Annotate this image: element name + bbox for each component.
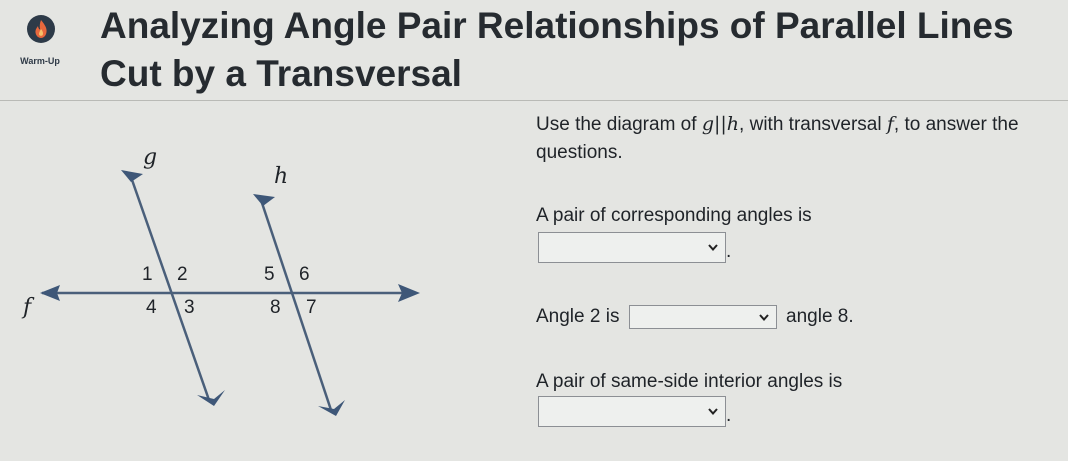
question-1-text: A pair of corresponding angles is bbox=[536, 205, 812, 226]
intro-text: Use the diagram of g||h, with transversal f, to answer the questions. bbox=[536, 113, 1019, 163]
question-2-row bbox=[536, 303, 854, 331]
angle-relationship-dropdown[interactable] bbox=[629, 305, 777, 329]
line-g-label: g bbox=[143, 145, 158, 170]
parallel-lines-diagram bbox=[0, 100, 450, 456]
question-panel bbox=[536, 110, 1056, 426]
chevron-down-icon bbox=[758, 311, 770, 323]
warm-up-label: Warm-Up bbox=[20, 56, 60, 66]
question-2-suffix: angle 8. bbox=[786, 306, 854, 327]
same-side-interior-dropdown[interactable] bbox=[538, 396, 726, 427]
question-3-answer-row: . bbox=[538, 396, 731, 427]
header bbox=[0, 0, 1068, 101]
angle-6-label: 6 bbox=[299, 264, 310, 285]
chevron-down-icon bbox=[707, 241, 719, 253]
line-f-label: f bbox=[23, 295, 32, 320]
question-2-prefix: Angle 2 is bbox=[536, 306, 620, 327]
line-g bbox=[131, 177, 209, 400]
page-title: Analyzing Angle Pair Relationships of Parallel Lines Cut by a Transversal bbox=[100, 5, 1014, 94]
line-h-arrow-top bbox=[253, 194, 275, 206]
line-h-label: h bbox=[274, 164, 289, 189]
corresponding-angles-dropdown[interactable] bbox=[538, 232, 726, 263]
question-3-text: A pair of same-side interior angles is bbox=[536, 371, 843, 392]
question-1-answer-row: . bbox=[538, 232, 731, 263]
angle-3-label: 3 bbox=[184, 297, 195, 318]
chevron-down-icon bbox=[707, 405, 719, 417]
line-g-arrow-bottom bbox=[197, 390, 225, 406]
angle-2-label: 2 bbox=[177, 264, 188, 285]
angle-1-label: 1 bbox=[142, 264, 153, 285]
line-f-arrow-left bbox=[40, 285, 60, 301]
flame-icon bbox=[26, 14, 56, 44]
angle-7-label: 7 bbox=[306, 297, 317, 318]
angle-8-label: 8 bbox=[270, 297, 281, 318]
line-g-arrow-top bbox=[121, 170, 143, 182]
angle-5-label: 5 bbox=[264, 264, 275, 285]
angle-4-label: 4 bbox=[146, 297, 157, 318]
